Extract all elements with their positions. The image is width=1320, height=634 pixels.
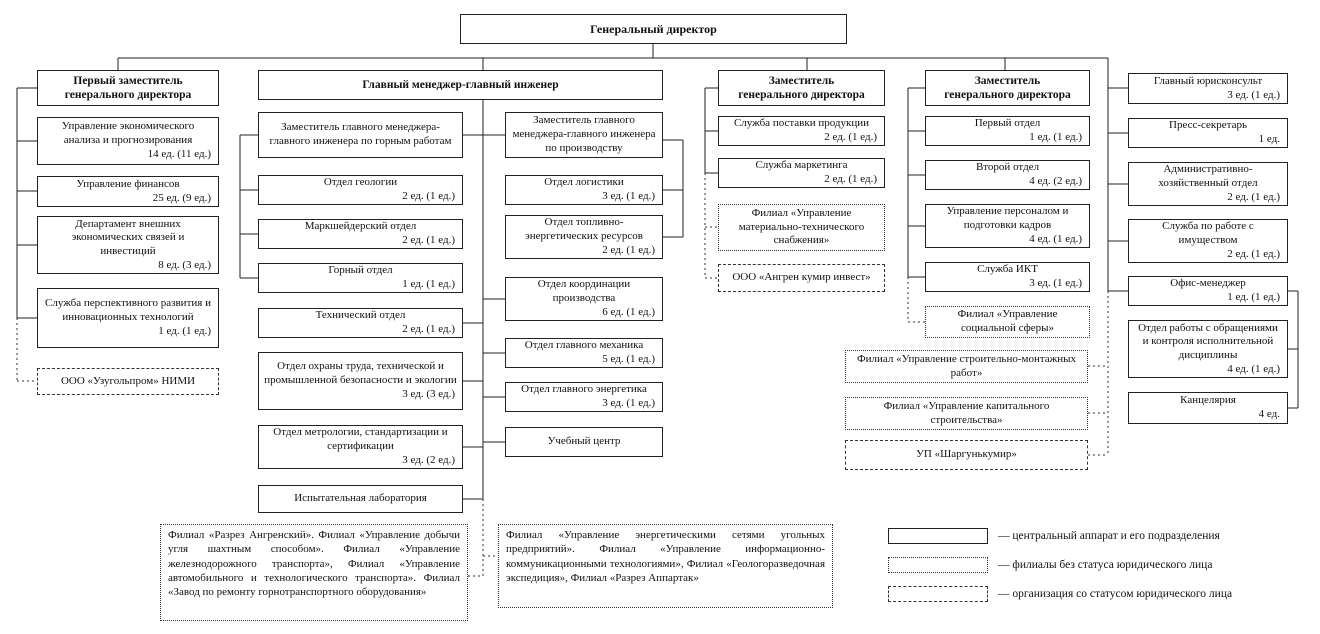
label: Управление экономического анализа и прогнозирования — [61, 120, 195, 147]
org-box-geology — [258, 175, 463, 205]
label: Служба перспективного развития и инновационных технологий — [45, 297, 211, 324]
legend-swatch-solid — [888, 528, 988, 544]
label: Горный отдел — [328, 264, 393, 277]
staff-count: 1 ед. — [1258, 133, 1280, 145]
staff-count: 2 ед. (1 ед.) — [1227, 247, 1280, 260]
label: Заместитель генерального директора — [944, 74, 1071, 101]
org-box-deputy-production — [505, 112, 663, 158]
label: Пресс-секретарь — [1169, 119, 1247, 132]
org-box-marketing — [718, 158, 885, 188]
staff-count: 2 ед. (1 ед.) — [824, 173, 877, 185]
label: Заместитель генерального директора — [738, 74, 865, 101]
label: Управление персоналом и подготовки кадров — [946, 205, 1069, 232]
staff-count: 1 ед. (1 ед.) — [402, 278, 455, 290]
org-box-surveying — [258, 219, 463, 249]
label: Офис-менеджер — [1170, 277, 1246, 290]
label: ООО «Узугольпром» НИМИ — [60, 374, 196, 387]
staff-count: 8 ед. (3 ед.) — [158, 258, 211, 271]
org-box-branch-construction-assembly — [845, 350, 1088, 383]
org-box-chief-power-engineer — [505, 382, 663, 412]
org-box-appeals-dept — [1128, 320, 1288, 378]
org-box-finance — [37, 176, 219, 207]
legend-label: — филиалы без статуса юридического лица — [998, 559, 1213, 571]
note-branches-mining: Филиал «Разрез Ангренский». Филиал «Управление добычи угля шахтным способом». Филиал «Управление железнодорожного транспорта», Филиал «Управление автомобильного и технологического транспорта». Филиал «Завод по ремонту горнотранспортного оборудования» — [160, 524, 468, 621]
org-box-hr — [925, 204, 1090, 248]
label: Филиал «Управление строительно-монтажных работ» — [856, 352, 1077, 379]
org-box-branch-social — [925, 306, 1090, 338]
org-box-deputy-gd-staff-header — [925, 70, 1090, 106]
org-box-mining-dept — [258, 263, 463, 293]
note-branches-energy: Филиал «Управление энергетическими сетями угольных предприятий». Филиал «Управление информационно-коммуникационными технологиями», Филиал «Геологоразведочная экспедиция», Филиал «Разрез Аппартак» — [498, 524, 833, 608]
org-box-labor-safety — [258, 352, 463, 410]
org-box-training-center — [505, 427, 663, 457]
legend-label: — центральный аппарат и его подразделения — [998, 530, 1220, 542]
staff-count: 3 ед. (1 ед.) — [602, 190, 655, 202]
staff-count: 4 ед. — [1258, 408, 1280, 420]
org-box-angren-kumir-invest — [718, 264, 885, 292]
staff-count: 3 ед. (1 ед.) — [602, 397, 655, 409]
org-box-fuel-energy — [505, 215, 663, 259]
org-box-shargunkumir — [845, 440, 1088, 470]
org-box-first-dept — [925, 116, 1090, 146]
label: Отдел геологии — [323, 176, 398, 189]
label: Отдел охраны труда, технической и промышленной безопасности и экологии — [264, 360, 457, 387]
staff-count: 2 ед. (1 ед.) — [402, 190, 455, 202]
org-box-perspective-development — [37, 288, 219, 348]
org-box-product-supply — [718, 116, 885, 146]
org-box-logistics — [505, 175, 663, 205]
org-box-external-relations — [37, 216, 219, 274]
label: Генеральный директор — [590, 21, 717, 36]
label: Филиал «Управление капитального строительства» — [883, 399, 1050, 426]
label: Отдел логистики — [544, 176, 624, 189]
label: Второй отдел — [975, 161, 1040, 174]
legend-swatch-dotted — [888, 557, 988, 573]
org-box-metrology — [258, 425, 463, 469]
label: ООО «Ангрен кумир инвест» — [732, 271, 871, 284]
label: Отдел топливно-энергетических ресурсов — [525, 216, 643, 243]
staff-count: 3 ед. (1 ед.) — [1227, 88, 1280, 101]
label: Маркшейдерский отдел — [304, 220, 417, 233]
label: Первый заместитель генерального директора — [64, 74, 192, 101]
staff-count: 3 ед. (1 ед.) — [1029, 277, 1082, 289]
staff-count: 5 ед. (1 ед.) — [602, 353, 655, 365]
label: УП «Шаргунькумир» — [916, 448, 1017, 461]
label: Главный менеджер-главный инженер — [362, 78, 559, 91]
org-box-general-director — [460, 14, 847, 44]
org-box-ict — [925, 262, 1090, 292]
label: Испытательная лаборатория — [294, 492, 427, 505]
staff-count: 3 ед. (2 ед.) — [402, 453, 455, 466]
label: Административно-хозяйственный отдел — [1158, 163, 1258, 190]
staff-count: 2 ед. (1 ед.) — [1227, 190, 1280, 203]
org-box-chief-manager-header — [258, 70, 663, 100]
staff-count: 4 ед. (1 ед.) — [1029, 232, 1082, 245]
org-box-branch-capital-construction — [845, 397, 1088, 430]
org-box-office-manager — [1128, 276, 1288, 306]
org-box-production-coordination — [505, 277, 663, 321]
org-box-economic-analysis — [37, 117, 219, 165]
label: Служба поставки продукции — [733, 117, 870, 130]
staff-count: 2 ед. (1 ед.) — [402, 323, 455, 335]
label: Заместитель главного менеджера-главного инженера по горным работам — [269, 121, 452, 147]
org-box-admin-household — [1128, 162, 1288, 206]
label: Учебный центр — [547, 435, 621, 448]
label: Технический отдел — [315, 309, 406, 322]
label: Главный юрисконсульт — [1153, 74, 1263, 87]
org-box-chief-mechanic — [505, 338, 663, 368]
staff-count: 1 ед. (1 ед.) — [1029, 131, 1082, 143]
label: Канцелярия — [1180, 394, 1236, 407]
staff-count: 2 ед. (1 ед.) — [602, 243, 655, 256]
label: Филиал «Управление материально-технического снабжения» — [738, 206, 865, 247]
legend-item-legal-entity — [888, 586, 1232, 602]
staff-count: 3 ед. (3 ед.) — [402, 387, 455, 400]
staff-count: 2 ед. (1 ед.) — [402, 234, 455, 246]
staff-count: 4 ед. (1 ед.) — [1227, 362, 1280, 375]
org-box-press-secretary — [1128, 118, 1288, 148]
org-box-deputy-gd-supply-header — [718, 70, 885, 106]
label: Первый отдел — [974, 117, 1041, 130]
legend-item-central — [888, 528, 1220, 544]
org-box-testing-lab — [258, 485, 463, 513]
label: Филиал «Управление социальной сферы» — [957, 308, 1058, 334]
staff-count: 6 ед. (1 ед.) — [602, 305, 655, 318]
staff-count: 1 ед. (1 ед.) — [158, 324, 211, 337]
label: Отдел метрологии, стандартизации и сертификации — [273, 426, 448, 453]
legend-swatch-dashdot — [888, 586, 988, 602]
org-box-chief-legal — [1128, 73, 1288, 104]
label: Департамент внешних экономических связей и инвестиций — [71, 217, 185, 257]
staff-count: 4 ед. (2 ед.) — [1029, 175, 1082, 187]
org-box-deputy-mining — [258, 112, 463, 158]
org-box-second-dept — [925, 160, 1090, 190]
label: Отдел главного механика — [524, 339, 644, 352]
org-box-branch-mts — [718, 204, 885, 251]
staff-count: 14 ед. (11 ед.) — [147, 147, 211, 160]
org-box-property-service — [1128, 219, 1288, 263]
label: Отдел главного энергетика — [521, 383, 647, 396]
label: Отдел координации производства — [537, 278, 631, 305]
label: Служба по работе с имуществом — [1162, 220, 1254, 247]
staff-count: 1 ед. (1 ед.) — [1227, 291, 1280, 303]
label: Заместитель главного менеджера-главного инженера по производству — [512, 114, 656, 154]
legend-label: — организация со статусом юридического лица — [998, 588, 1233, 600]
org-box-first-deputy-header — [37, 70, 219, 106]
staff-count: 25 ед. (9 ед.) — [152, 191, 211, 204]
label: Служба ИКТ — [977, 263, 1038, 276]
org-box-technical — [258, 308, 463, 338]
label: Служба маркетинга — [755, 159, 848, 172]
label: Отдел работы с обращениями и контроля исполнительной дисциплины — [1138, 321, 1278, 361]
org-box-chancellery — [1128, 392, 1288, 424]
org-box-uzugolprom — [37, 368, 219, 395]
legend-item-branches — [888, 557, 1212, 573]
staff-count: 2 ед. (1 ед.) — [824, 131, 877, 143]
label: Управление финансов — [76, 177, 180, 190]
